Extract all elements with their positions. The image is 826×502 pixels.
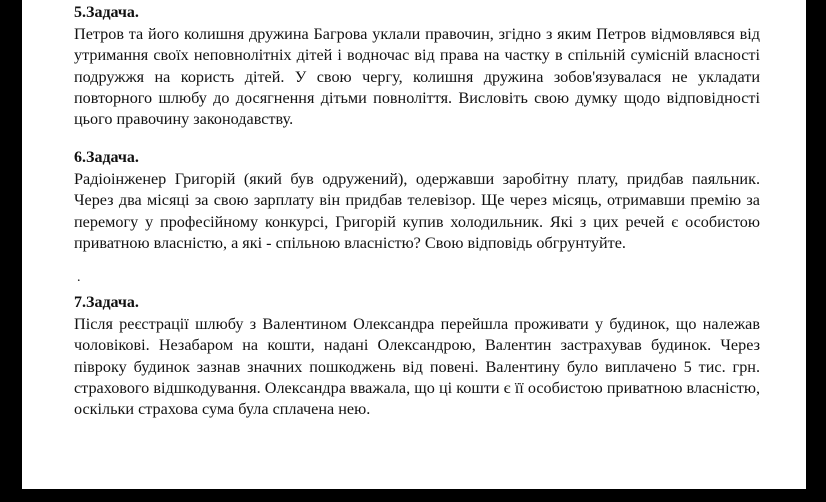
task-7-title: 7.Задача. xyxy=(74,294,139,311)
task-6-title: 6.Задача. xyxy=(74,149,139,166)
task-6 xyxy=(74,147,760,254)
task-5 xyxy=(74,2,760,130)
task-7-text: Після реєстрації шлюбу з Валентином Олександра перейшла проживати у будинок, що належав чоловікові. Незабаром на кошти, надані Олександрою, Валентин застрахував будинок. Через півроку будинок зазнав значних пошкоджень від повені. Валентину було виплачено 5 тис. грн. страхового відшкодування. Олександра вважала, що ці кошти є її особистою приватною власністю, оскільки страхова сума була сплачена нею. xyxy=(74,315,760,419)
task-6-text: Радіоінженер Григорій (який був одружений), одержавши заробітну плату, придбав паяльник. Через два місяці за свою зарплату він придбав телевізор. Ще через місяць, отримавши премію за перемогу у професійному конкурсі, Григорій купив холодильник. Які з цих речей є особистою приватною власністю, а які - спільною власністю? Свою відповідь обгрунтуйте. xyxy=(74,170,760,252)
stray-dot: . xyxy=(77,270,81,285)
document-page xyxy=(22,0,806,489)
task-5-title: 5.Задача. xyxy=(74,4,139,21)
task-7 xyxy=(74,292,760,420)
task-5-text: Петров та його колишня дружина Багрова уклали правочин, згідно з яким Петров відмовлявся від утримання своїх неповнолітніх дітей і водночас від права на частку в спільній сумісній власності подружжя на користь дітей. У свою чергу, колишня дружина зобов'язувалася не укладати повторного шлюбу до досягнення дітьми повноліття. Висловіть свою думку щодо відповідності цього правочину законодавству. xyxy=(74,25,760,129)
